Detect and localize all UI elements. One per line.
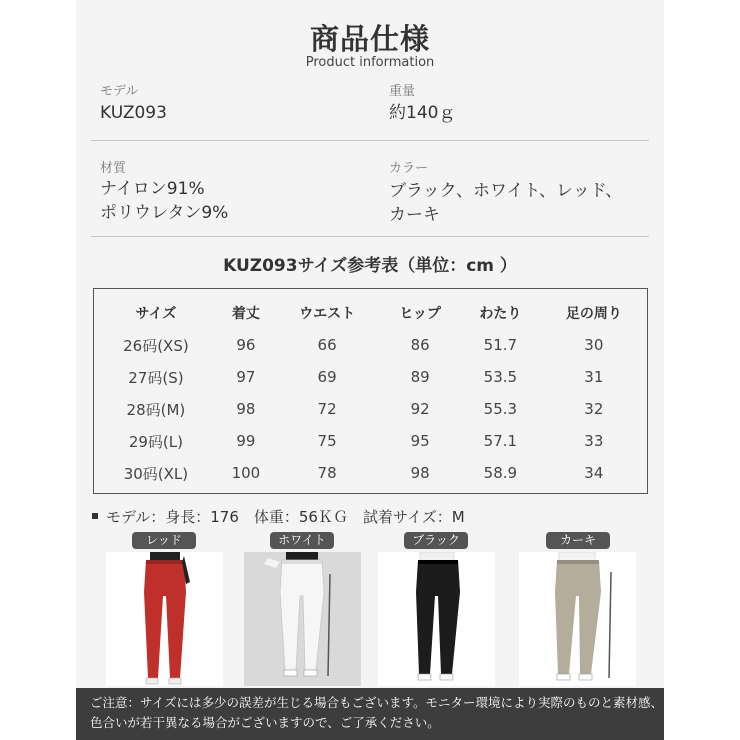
color-label: カラー bbox=[389, 161, 429, 176]
pants-illustration bbox=[106, 552, 223, 686]
table-cell: 58.9 bbox=[483, 464, 518, 482]
model-info bbox=[92, 506, 465, 527]
product-photo-khaki bbox=[519, 552, 636, 686]
weight-label: 重量 bbox=[389, 84, 416, 99]
table-cell: 75 bbox=[317, 432, 337, 450]
table-row bbox=[94, 329, 647, 361]
product-info-sheet bbox=[76, 0, 664, 740]
arm-shape bbox=[264, 558, 280, 568]
table-cell: 33 bbox=[584, 432, 604, 450]
shoe-shape bbox=[304, 670, 317, 676]
table-cell: 98 bbox=[410, 464, 430, 482]
pants-illustration bbox=[244, 552, 361, 686]
color-value bbox=[389, 179, 622, 227]
shoe-shape bbox=[418, 674, 431, 680]
pants-shape bbox=[555, 560, 601, 674]
size-table-title: KUZ093サイズ参考表（単位：cm ） bbox=[223, 256, 517, 276]
table-header: ヒップ bbox=[399, 306, 441, 322]
product-photo-black bbox=[378, 552, 495, 686]
shoe-shape bbox=[169, 678, 181, 684]
table-row bbox=[94, 425, 647, 457]
golf-club-shape bbox=[328, 574, 330, 676]
table-cell: 30码(XL) bbox=[123, 464, 189, 483]
table-header: サイズ bbox=[135, 306, 177, 322]
pants-shape bbox=[144, 560, 186, 678]
bullet-square-icon bbox=[92, 513, 98, 519]
table-header: わたり bbox=[479, 306, 522, 322]
table-header: ウエスト bbox=[299, 306, 356, 322]
material-line: ナイロン91% bbox=[100, 179, 205, 199]
table-cell: 69 bbox=[317, 368, 337, 386]
color-line: カーキ bbox=[389, 205, 440, 225]
color-tag-khaki: カーキ bbox=[546, 532, 610, 549]
divider bbox=[91, 236, 649, 237]
color-line: ブラック、ホワイト、レッド、 bbox=[389, 181, 623, 201]
model-info-text: モデル：身長：176 体重：56ＫＧ 試着サイズ：M bbox=[106, 508, 465, 526]
table-cell: 55.3 bbox=[483, 400, 518, 418]
table-cell: 26码(XS) bbox=[123, 336, 189, 355]
model-value: KUZ093 bbox=[100, 103, 167, 123]
table-cell: 30 bbox=[584, 336, 604, 354]
notice-banner bbox=[76, 688, 664, 740]
table-cell: 89 bbox=[410, 368, 430, 386]
shoe-shape bbox=[284, 670, 297, 676]
color-tag-white: ホワイト bbox=[270, 532, 334, 549]
weight-value: 約140ｇ bbox=[389, 103, 456, 123]
table-cell: 86 bbox=[410, 336, 430, 354]
table-cell: 51.7 bbox=[483, 336, 518, 354]
material-line: ポリウレタン9% bbox=[100, 203, 229, 223]
table-cell: 57.1 bbox=[483, 432, 518, 450]
page-subtitle: Product information bbox=[305, 55, 435, 70]
page-title: 商品仕様 bbox=[309, 22, 430, 56]
model-label: モデル bbox=[100, 84, 139, 99]
color-tag-black: ブラック bbox=[404, 532, 468, 549]
shoe-shape bbox=[579, 674, 592, 680]
table-cell: 92 bbox=[410, 400, 430, 418]
shoe-shape bbox=[557, 674, 570, 680]
table-cell: 27码(S) bbox=[128, 368, 184, 387]
table-cell: 32 bbox=[584, 400, 604, 418]
pants-illustration bbox=[378, 552, 495, 686]
table-cell: 97 bbox=[236, 368, 256, 386]
table-cell: 29码(L) bbox=[128, 432, 183, 451]
size-table bbox=[93, 288, 648, 494]
waistband-shape bbox=[557, 560, 599, 564]
table-cell: 53.5 bbox=[483, 368, 518, 386]
table-cell: 98 bbox=[236, 400, 256, 418]
shoe-shape bbox=[146, 678, 158, 684]
table-row bbox=[94, 393, 647, 425]
waistband-shape bbox=[418, 560, 458, 564]
table-cell: 95 bbox=[410, 432, 430, 450]
table-cell: 99 bbox=[236, 432, 256, 450]
material-label: 材質 bbox=[100, 161, 127, 176]
shoe-shape bbox=[440, 674, 453, 680]
product-photo-red bbox=[106, 552, 223, 686]
waistband-shape bbox=[282, 560, 322, 564]
table-cell: 66 bbox=[317, 336, 337, 354]
table-cell: 96 bbox=[236, 336, 256, 354]
table-cell: 72 bbox=[317, 400, 337, 418]
divider bbox=[91, 140, 649, 141]
table-header: 足の周り bbox=[565, 306, 622, 322]
table-cell: 34 bbox=[584, 464, 604, 482]
golf-club-shape bbox=[609, 572, 611, 678]
table-row bbox=[94, 457, 647, 489]
pants-illustration bbox=[519, 552, 636, 686]
table-row bbox=[94, 361, 647, 393]
table-cell: 100 bbox=[231, 464, 261, 482]
table-cell: 78 bbox=[317, 464, 337, 482]
table-cell: 31 bbox=[584, 368, 604, 386]
color-tag-red: レッド bbox=[132, 532, 196, 549]
table-header-row bbox=[94, 297, 647, 329]
table-cell: 28码(M) bbox=[126, 400, 186, 419]
material-value bbox=[100, 177, 228, 225]
pants-shape bbox=[280, 560, 324, 670]
product-photo-white bbox=[244, 552, 361, 686]
pants-shape bbox=[416, 560, 460, 674]
table-header: 着丈 bbox=[231, 306, 260, 322]
notice-line: ご注意：サイズには多少の誤差が生じる場合もございます。モニター環境により実際のものと素材感、 bbox=[90, 695, 664, 710]
notice-line: 色合いが若干異なる場合がございますので、ご了承ください。 bbox=[90, 715, 440, 730]
waistband-shape bbox=[146, 560, 184, 564]
